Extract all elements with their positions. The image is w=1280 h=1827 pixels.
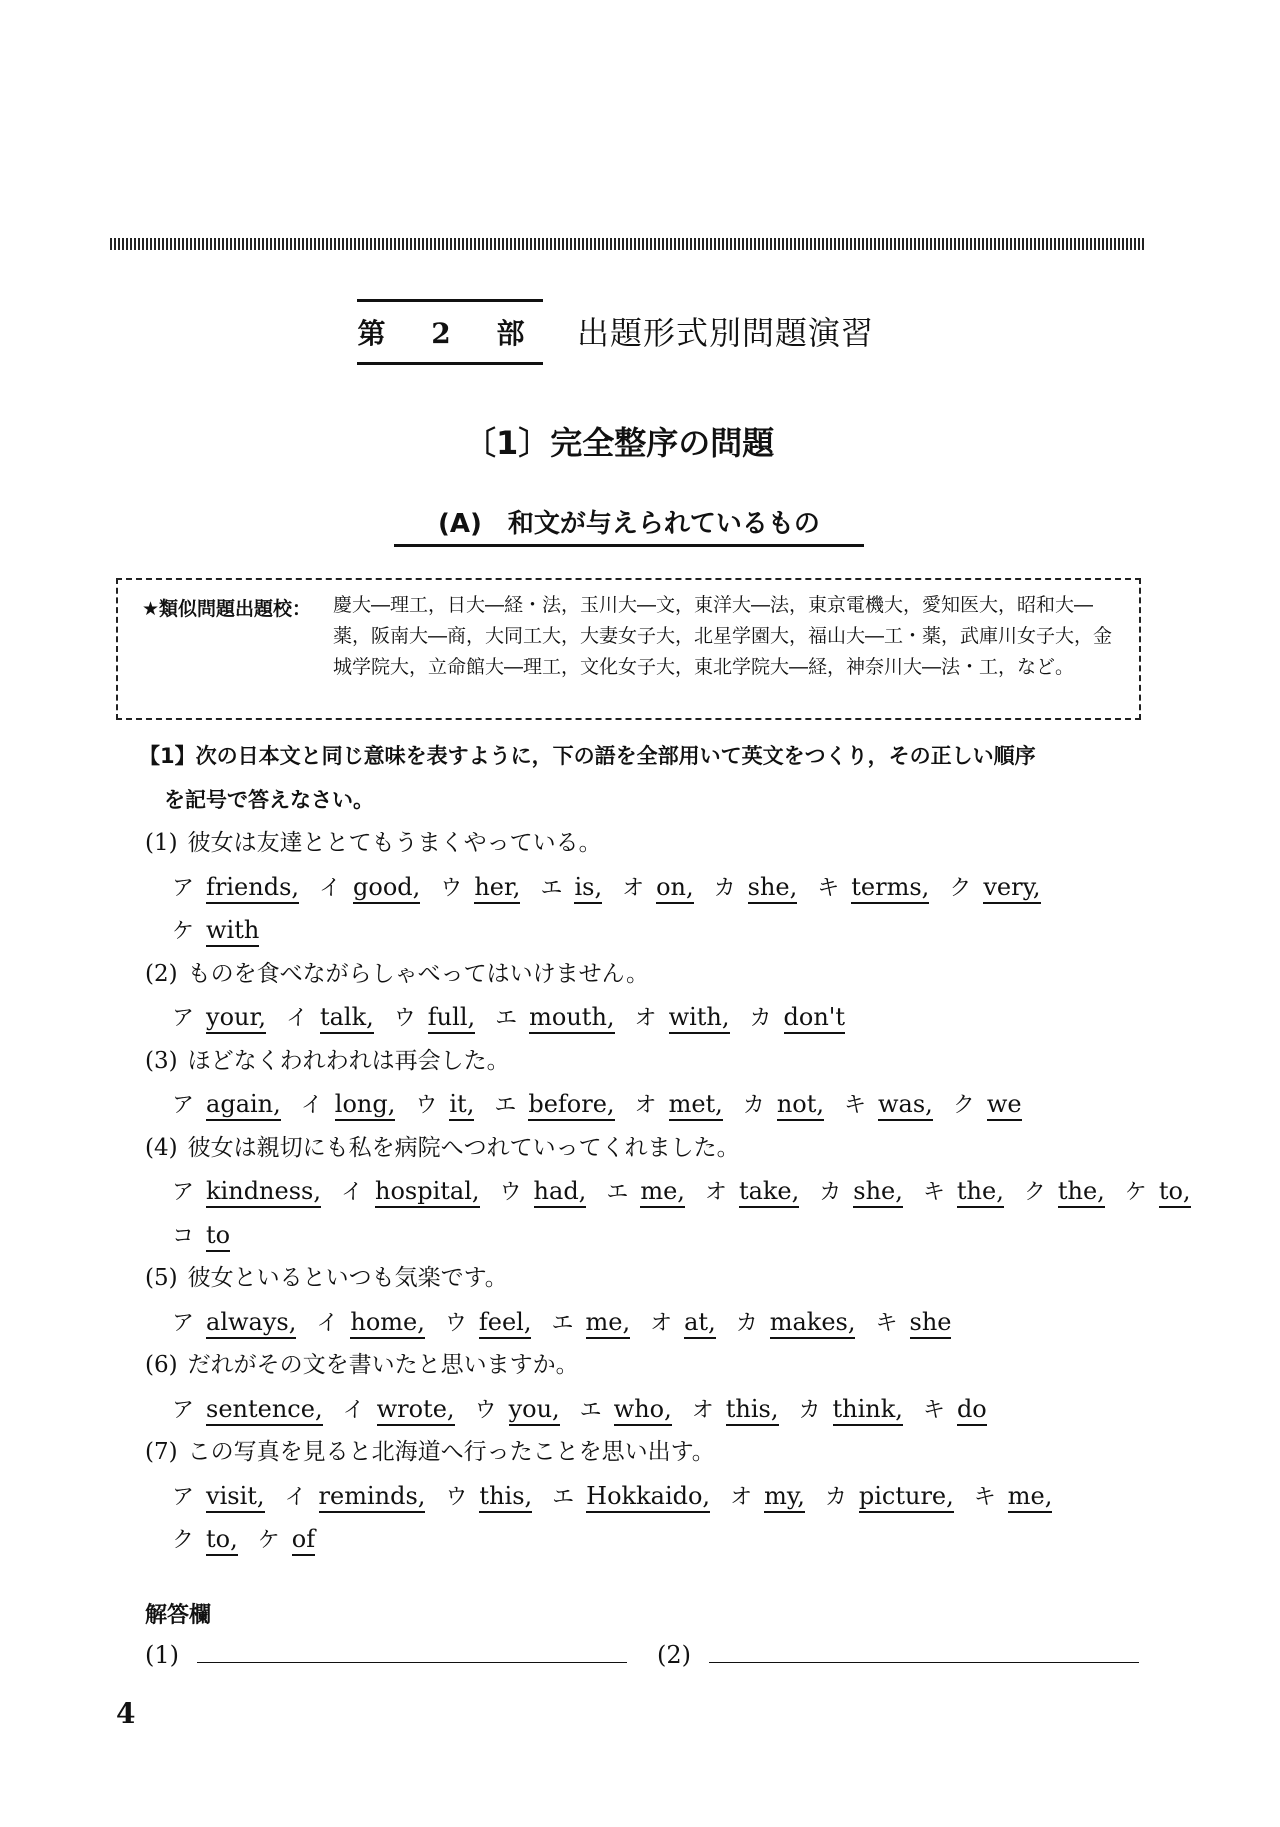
choice-word: not, xyxy=(777,1089,824,1121)
choice-label: キ xyxy=(973,1484,996,1510)
choice-item xyxy=(622,873,714,901)
item-japanese: ほどなくわれわれは再会した。 xyxy=(187,1047,510,1074)
choice-word: at, xyxy=(684,1307,716,1339)
part-label: 第 2 部 xyxy=(357,299,543,365)
answer-heading: 解答欄 xyxy=(145,1603,212,1628)
instruction-text-2: を記号で答えなさい。 xyxy=(164,787,374,812)
choice-word: friends, xyxy=(206,872,299,904)
choice-word: talk, xyxy=(320,1002,374,1034)
choice-word: Hokkaido, xyxy=(586,1481,710,1513)
choice-label: オ xyxy=(704,1180,727,1205)
choice-item xyxy=(341,1177,500,1205)
item-number: (4) xyxy=(145,1134,178,1161)
choice-item xyxy=(819,1177,923,1205)
choice-word: kindness, xyxy=(206,1176,321,1208)
choice-item xyxy=(552,1482,730,1510)
choice-label: キ xyxy=(844,1093,867,1118)
choices-line xyxy=(0,909,1280,953)
choice-item xyxy=(495,1003,634,1031)
item-prompt-line xyxy=(0,1127,1280,1171)
choice-label: ア xyxy=(172,1310,195,1336)
section-heading: 〔1〕完全整序の問題 xyxy=(464,424,775,462)
choice-word: with xyxy=(206,915,259,947)
choice-word: wrote, xyxy=(377,1394,455,1426)
choice-word: this, xyxy=(726,1394,779,1426)
choice-item xyxy=(714,873,818,901)
choice-label: ウ xyxy=(415,1093,438,1118)
choice-word: the, xyxy=(957,1176,1004,1208)
choice-label: ウ xyxy=(393,1006,416,1031)
choice-label: エ xyxy=(540,875,563,901)
choice-item xyxy=(394,1003,495,1031)
choice-item xyxy=(500,1177,607,1205)
item-prompt-line xyxy=(0,953,1280,997)
choice-word: visit, xyxy=(206,1481,265,1513)
answer-slot-1[interactable] xyxy=(145,1638,627,1669)
choice-item xyxy=(875,1308,971,1336)
choice-word: me, xyxy=(640,1176,685,1208)
choice-item xyxy=(540,873,622,901)
item-number: (6) xyxy=(145,1352,178,1378)
similar-problems-label: ★類似問題出題校： xyxy=(142,598,312,620)
choice-word: she, xyxy=(853,1176,903,1208)
choice-word: was, xyxy=(878,1089,933,1121)
choice-item xyxy=(844,1090,953,1118)
answer-slot-2[interactable] xyxy=(657,1638,1139,1669)
choice-label: カ xyxy=(749,1006,772,1031)
choice-item xyxy=(301,1090,416,1118)
choice-word: had, xyxy=(534,1176,587,1208)
choice-item xyxy=(923,1395,1007,1423)
choice-word: the, xyxy=(1058,1176,1105,1208)
choice-item xyxy=(1125,1177,1211,1205)
choice-item xyxy=(172,873,319,901)
item-japanese: ものを食べながらしゃべってはいけません。 xyxy=(187,960,649,987)
page-number: 4 xyxy=(116,1697,136,1730)
choice-label: ク xyxy=(172,1528,195,1553)
choice-word: me, xyxy=(586,1307,631,1339)
choice-item xyxy=(606,1177,705,1205)
item-prompt-line xyxy=(0,1040,1280,1084)
choice-word: very, xyxy=(983,872,1040,904)
choice-item xyxy=(172,1003,286,1031)
choice-item xyxy=(172,1525,258,1553)
choice-word: my, xyxy=(764,1481,805,1513)
choice-item xyxy=(172,1221,250,1249)
similar-problems-box xyxy=(116,578,1141,720)
choice-label: キ xyxy=(875,1310,898,1336)
item-prompt-line xyxy=(0,1257,1280,1301)
choice-label: カ xyxy=(713,875,736,901)
choice-word: to xyxy=(206,1220,230,1252)
choice-label: ア xyxy=(172,1484,195,1510)
choice-label: エ xyxy=(579,1397,602,1423)
choice-item xyxy=(172,916,279,944)
choice-item xyxy=(692,1395,799,1423)
choice-item xyxy=(923,1177,1024,1205)
choice-label: エ xyxy=(551,1310,574,1336)
choice-item xyxy=(285,1482,446,1510)
choice-item xyxy=(319,873,440,901)
choice-word: long, xyxy=(335,1089,396,1121)
choice-label: イ xyxy=(340,1180,363,1205)
choice-label: イ xyxy=(316,1310,339,1336)
choice-label: オ xyxy=(691,1397,714,1423)
item-japanese: この写真を見ると北海道へ行ったことを思い出す。 xyxy=(187,1439,715,1465)
choice-label: ウ xyxy=(445,1484,468,1510)
instruction-text: 次の日本文と同じ意味を表すように，下の語を全部用いて英文をつくり，その正しい順序 xyxy=(195,744,1036,768)
item-prompt-line xyxy=(0,1344,1280,1388)
choice-word: on, xyxy=(656,872,694,904)
choice-label: オ xyxy=(730,1484,753,1510)
choice-label: ア xyxy=(172,1397,195,1423)
choice-label: コ xyxy=(172,1223,195,1249)
choice-label: カ xyxy=(798,1397,821,1423)
choice-item xyxy=(440,873,540,901)
choice-item xyxy=(316,1308,445,1336)
choices-line xyxy=(0,1301,1280,1345)
item-prompt-line xyxy=(0,1431,1280,1475)
choices-line xyxy=(0,1388,1280,1432)
choice-label: オ xyxy=(622,875,645,901)
choice-label: ウ xyxy=(440,875,463,901)
choice-word: me, xyxy=(1008,1481,1053,1513)
choice-label: キ xyxy=(922,1397,945,1423)
item-japanese: 彼女は友達ととてもうまくやっている。 xyxy=(187,830,602,856)
choice-item xyxy=(750,1003,866,1031)
choice-word: she xyxy=(910,1307,952,1339)
choice-item xyxy=(974,1482,1073,1510)
choice-word: is, xyxy=(574,872,602,904)
answer-slot-label: (2) xyxy=(657,1641,691,1669)
item-number: (5) xyxy=(145,1265,178,1291)
choice-item xyxy=(172,1395,343,1423)
choice-item xyxy=(953,1090,1042,1118)
choice-word: think, xyxy=(833,1394,903,1426)
item-prompt-line xyxy=(0,822,1280,866)
choice-label: エ xyxy=(494,1093,517,1118)
choice-item xyxy=(551,1308,650,1336)
choice-word: met, xyxy=(669,1089,723,1121)
choice-item xyxy=(736,1308,876,1336)
choice-word: sentence, xyxy=(206,1394,323,1426)
item-number: (2) xyxy=(145,960,178,987)
choice-word: hospital, xyxy=(375,1176,480,1208)
choice-label: イ xyxy=(285,1006,308,1031)
choice-word: it, xyxy=(449,1089,474,1121)
choice-word: your, xyxy=(206,1002,266,1034)
problem-1 xyxy=(0,735,1280,1562)
choice-word: feel, xyxy=(479,1307,532,1339)
choice-word: terms, xyxy=(851,872,929,904)
choice-word: picture, xyxy=(859,1481,954,1513)
decorative-dotted-rule xyxy=(110,238,1144,250)
choice-label: イ xyxy=(300,1093,323,1118)
choice-item xyxy=(635,1090,743,1118)
choice-label: ア xyxy=(172,1093,195,1118)
choice-label: ク xyxy=(952,1093,975,1118)
choice-item xyxy=(580,1395,692,1423)
choice-label: ク xyxy=(1023,1180,1046,1205)
choice-label: エ xyxy=(552,1484,575,1510)
choice-label: イ xyxy=(319,875,342,901)
choice-label: ケ xyxy=(257,1528,280,1553)
item-number: (3) xyxy=(145,1047,178,1074)
choices-line xyxy=(0,1170,1280,1214)
answer-slot-label: (1) xyxy=(145,1641,179,1669)
choice-item xyxy=(1024,1177,1125,1205)
choices-line xyxy=(0,1214,1280,1258)
part-title: 出題形式別問題演習 xyxy=(577,314,875,352)
choice-label: エ xyxy=(606,1180,629,1205)
choice-label: カ xyxy=(819,1180,842,1205)
similar-problems-schools: 慶大―理工，日大―経・法，玉川大―文，東洋大―法，東京電機大，愛知医大，昭和大―薬，阪南大―商，大同工大，大妻女子大，北星学園大，福山大―工・薬，武庫川女子大，金城学院大，立命館大―理工，文化女子大，東北学院大―経，神奈川大―法・工，など。 xyxy=(333,594,1113,678)
choice-word: she, xyxy=(748,872,798,904)
choice-label: ウ xyxy=(499,1180,522,1205)
answer-blank[interactable] xyxy=(197,1638,627,1663)
choice-item xyxy=(343,1395,475,1423)
choices-line xyxy=(0,996,1280,1040)
instruction-line-1 xyxy=(0,735,1280,779)
item-japanese: 彼女といるといつも気楽です。 xyxy=(187,1265,508,1291)
choice-word: who, xyxy=(614,1394,672,1426)
choices-line xyxy=(0,1518,1280,1562)
choice-item xyxy=(172,1177,341,1205)
choice-item xyxy=(415,1090,494,1118)
item-japanese: 彼女は親切にも私を病院へつれていってくれました。 xyxy=(187,1134,740,1161)
choice-word: with, xyxy=(669,1002,730,1034)
choice-label: キ xyxy=(922,1180,945,1205)
choice-label: ア xyxy=(172,1006,195,1031)
choice-word: of xyxy=(292,1524,315,1556)
choice-word: you, xyxy=(509,1394,560,1426)
choice-label: ウ xyxy=(474,1397,497,1423)
choice-label: イ xyxy=(342,1397,365,1423)
choice-label: カ xyxy=(735,1310,758,1336)
choice-label: オ xyxy=(634,1093,657,1118)
choice-item xyxy=(172,1482,285,1510)
choice-label: ウ xyxy=(444,1310,467,1336)
choice-word: we xyxy=(987,1089,1022,1121)
choice-item xyxy=(445,1482,552,1510)
choice-item xyxy=(799,1395,923,1423)
choice-label: ク xyxy=(949,875,972,901)
choices-line xyxy=(0,1475,1280,1519)
choice-item xyxy=(825,1482,974,1510)
choice-word: makes, xyxy=(770,1307,856,1339)
choice-item xyxy=(635,1003,750,1031)
choice-word: take, xyxy=(739,1176,799,1208)
choice-word: do xyxy=(957,1394,987,1426)
choice-item xyxy=(730,1482,825,1510)
choice-word: before, xyxy=(528,1089,614,1121)
choice-item xyxy=(705,1177,819,1205)
choice-item xyxy=(258,1525,335,1553)
choice-item xyxy=(445,1308,552,1336)
choice-word: full, xyxy=(428,1002,475,1034)
choices-line xyxy=(0,866,1280,910)
choice-label: ケ xyxy=(1124,1180,1147,1205)
choice-label: カ xyxy=(824,1484,847,1510)
subsection-heading: (A) 和文が与えられているもの xyxy=(394,503,864,547)
choice-label: ア xyxy=(172,875,195,901)
choice-label: ア xyxy=(172,1180,195,1205)
choice-word: again, xyxy=(206,1089,281,1121)
choice-item xyxy=(743,1090,844,1118)
choice-item xyxy=(475,1395,580,1423)
choice-label: カ xyxy=(742,1093,765,1118)
choice-item xyxy=(949,873,1060,901)
choice-label: ケ xyxy=(172,919,195,944)
choices-line xyxy=(0,1083,1280,1127)
choice-word: this, xyxy=(479,1481,532,1513)
problem-number: 【1】 xyxy=(139,744,196,768)
choice-item xyxy=(650,1308,736,1336)
choice-word: mouth, xyxy=(529,1002,614,1034)
choice-word: always, xyxy=(206,1307,296,1339)
choice-word: don't xyxy=(784,1002,846,1034)
choice-word: to, xyxy=(206,1524,238,1556)
choice-label: オ xyxy=(634,1006,657,1031)
choice-label: エ xyxy=(495,1006,518,1031)
choice-word: home, xyxy=(350,1307,425,1339)
item-number: (7) xyxy=(145,1439,178,1465)
choice-item xyxy=(172,1308,316,1336)
item-japanese: だれがその文を書いたと思いますか。 xyxy=(187,1352,579,1378)
choice-word: good, xyxy=(353,872,420,904)
answer-blank[interactable] xyxy=(709,1638,1139,1663)
choice-label: イ xyxy=(284,1484,307,1510)
choice-item xyxy=(817,873,949,901)
item-number: (1) xyxy=(145,830,178,856)
choice-label: キ xyxy=(817,875,840,901)
choice-item xyxy=(494,1090,634,1118)
choice-word: reminds, xyxy=(319,1481,426,1513)
choice-item xyxy=(172,1090,301,1118)
choice-label: オ xyxy=(650,1310,673,1336)
choice-item xyxy=(286,1003,394,1031)
choice-word: to, xyxy=(1159,1176,1191,1208)
choice-word: her, xyxy=(474,872,520,904)
